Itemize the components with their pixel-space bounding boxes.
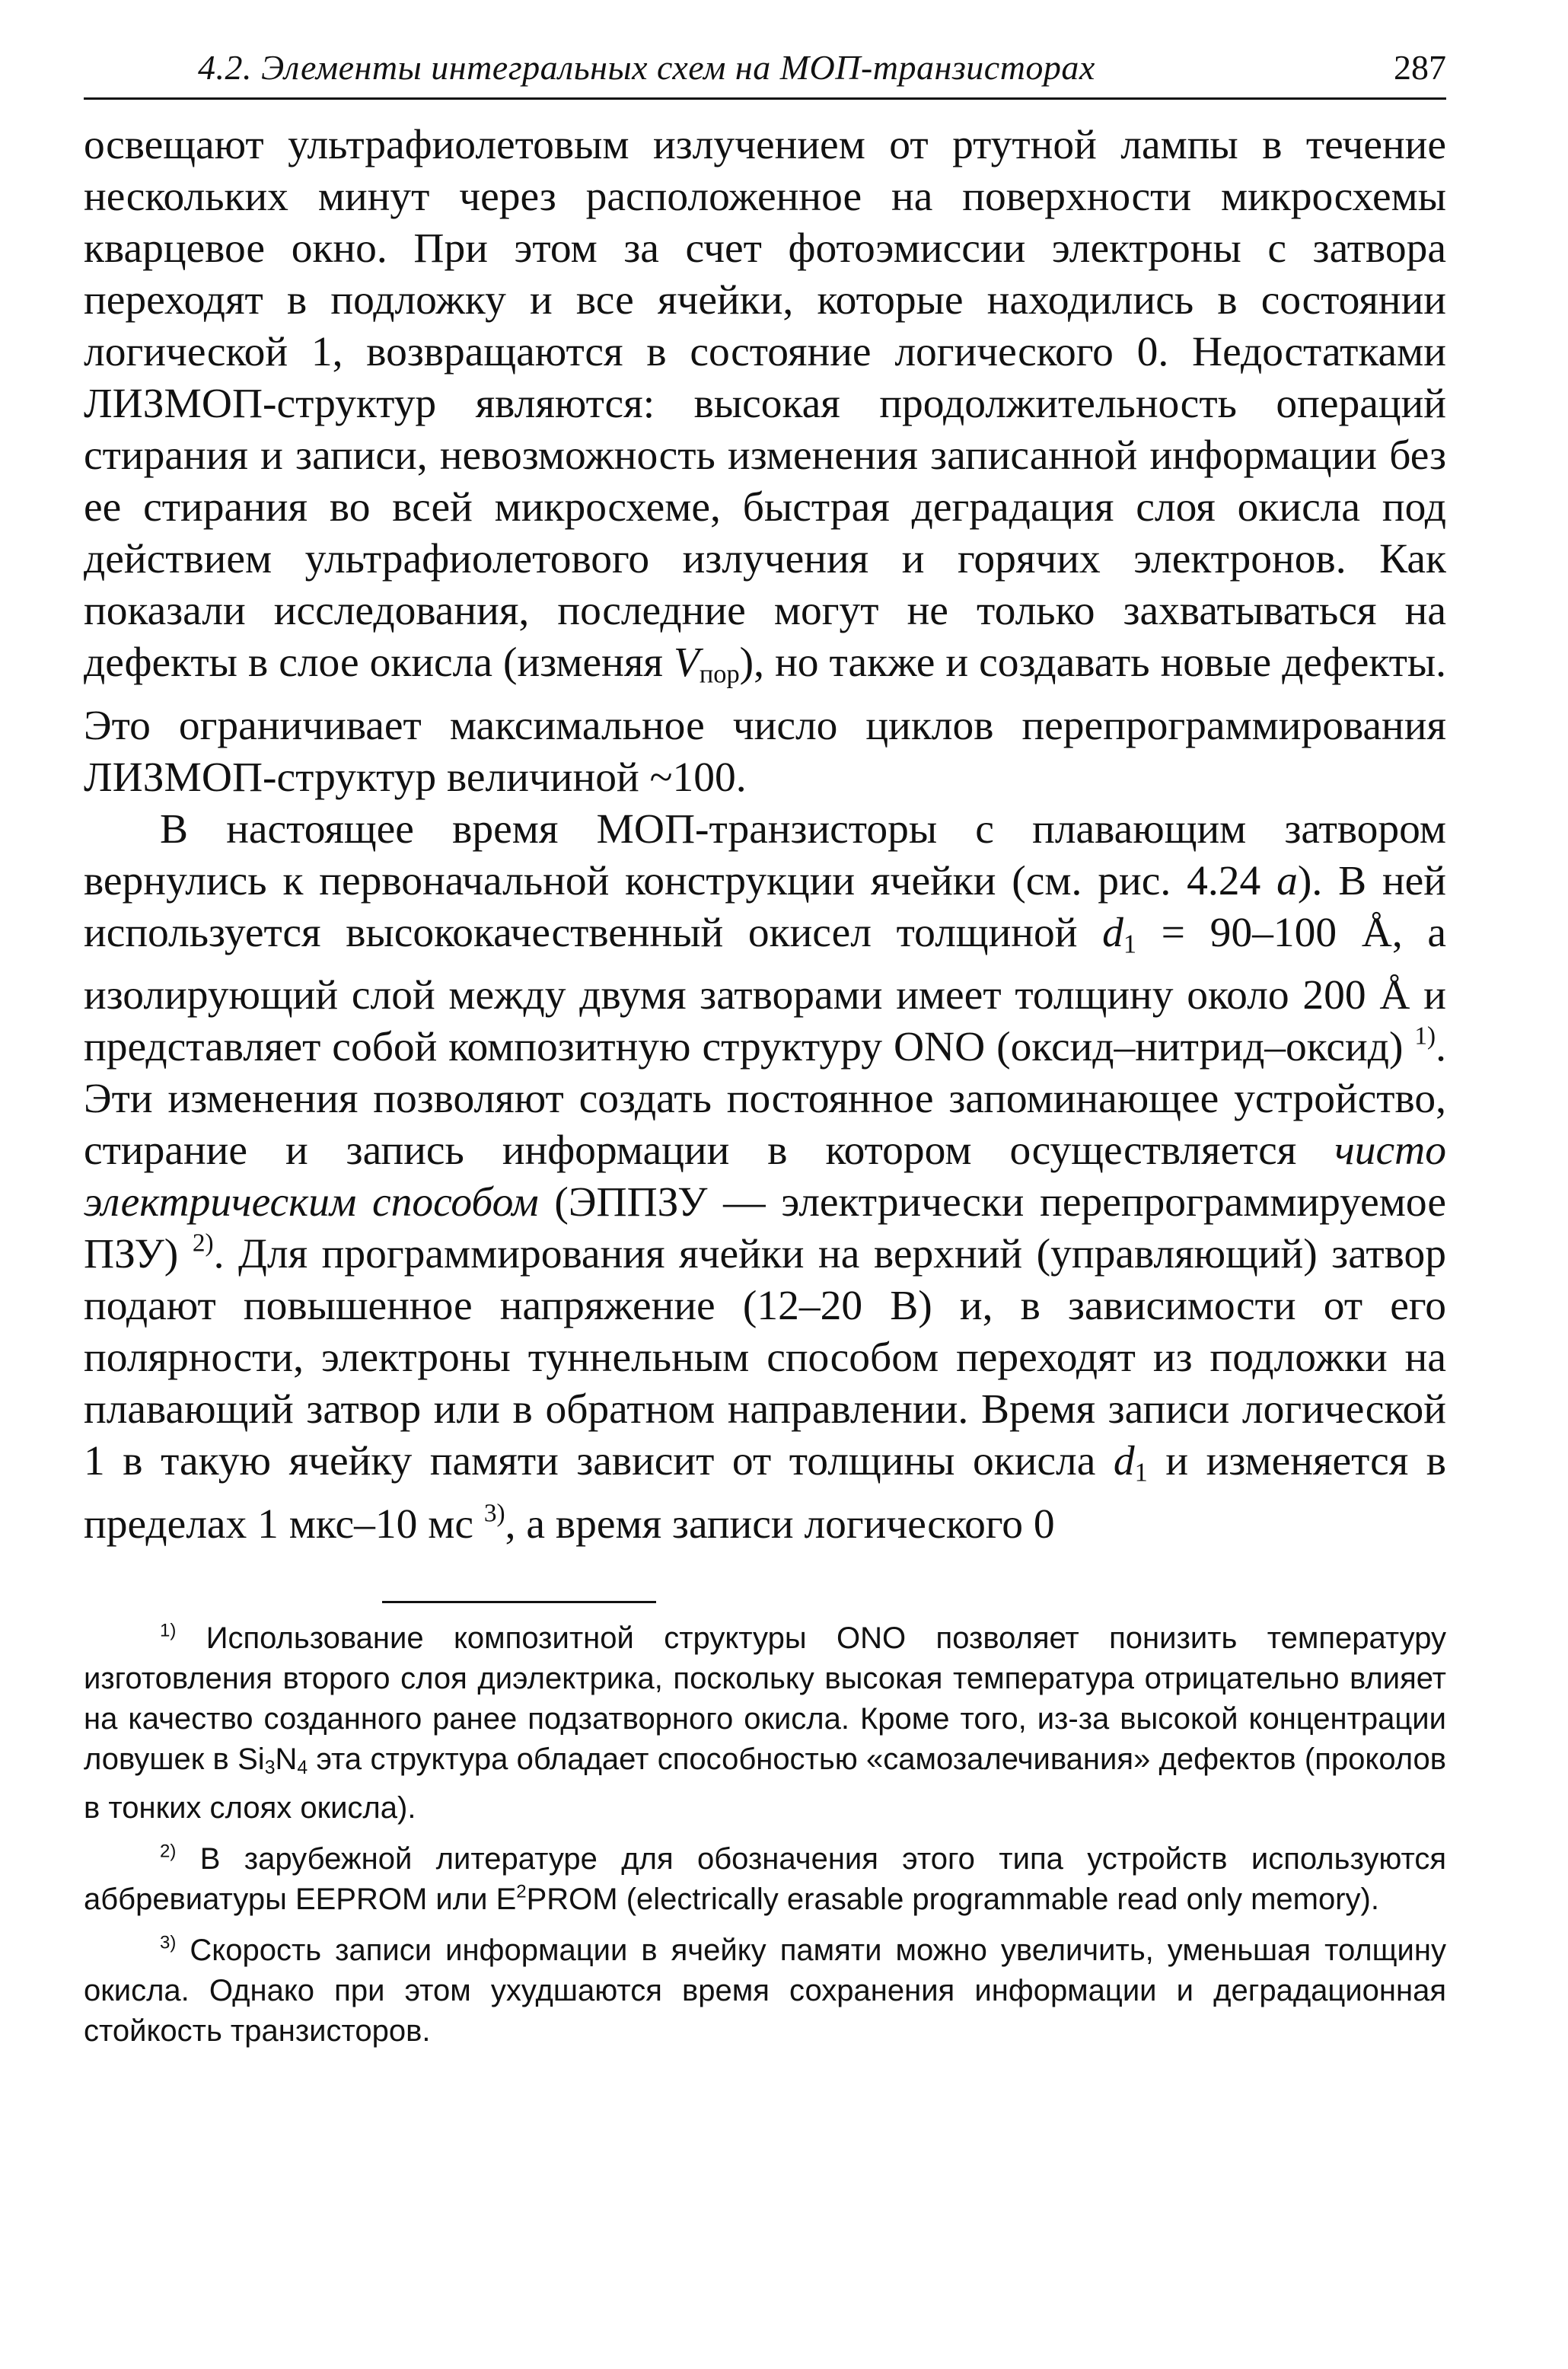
paragraph-2: [84, 804, 1446, 1551]
running-header: [84, 43, 1446, 100]
footnote-2-sup-a: 2: [516, 1881, 527, 1902]
v-threshold-subscript: пор: [699, 659, 740, 689]
footnote-2-text-a: В зарубежной литературе для обозначения этого типа устройств используются аббревиатуры EEPROM или E: [84, 1841, 1446, 1916]
v-threshold-symbol: V: [673, 639, 700, 686]
footnote-1-mark: 1): [160, 1620, 177, 1641]
thickness-symbol-2: d: [1113, 1438, 1135, 1485]
book-page: [84, 43, 1446, 2062]
footnote-ref-3: 3): [483, 1499, 505, 1528]
footnote-1-text-a: Использование композитной структуры ONO позволяет понизить температуру изготовления второго слоя диэлектрика, поскольку высокая температура отрицательно влияет на качество созданного ранее подзатворного окисла. Кроме того, из-за высокой концентрации ловушек в Si: [84, 1621, 1446, 1776]
paragraph-1-text-b: ), но также и создавать новые дефекты. Это ограничивает максимальное число циклов перепрограммирования ЛИЗМОП-структур величиной ~100.: [84, 639, 1446, 801]
footnote-2-mark: 2): [160, 1841, 177, 1862]
paragraph-2-text-d: . Эти изменения позволяют создать постоянное запоминающее устройство, стирание и запись информации в котором осуществляется: [84, 1024, 1446, 1175]
footnote-ref-2: 2): [192, 1229, 214, 1258]
paragraph-2-text-c: = 90–100 Å, а изолирующий слой между двумя затворами имеет толщину около 200 Å и представляет собой композитную структуру ONO (оксид–нитрид–оксид): [84, 909, 1447, 1071]
paragraph-2-text-e: (ЭППЗУ — электрически перепрограммируемое ПЗУ): [84, 1179, 1446, 1278]
main-text: [84, 120, 1446, 1551]
paragraph-2-text-f: . Для программирования ячейки на верхний (управляющий) затвор подают повышенное напряжение (12–20 В) и, в зависимости от его полярности, электроны туннельным способом переходят из подложки на плавающий затвор или в обратном направлении. Время записи логической 1 в такую ячейку памяти зависит от толщины окисла: [84, 1231, 1446, 1485]
footnote-3: [84, 1931, 1446, 2052]
page-number: 287: [1394, 48, 1446, 87]
footnote-3-text: Скорость записи информации в ячейку памяти можно увеличить, уменьшая толщину окисла. Однако при этом ухудшаются время сохранения информации и деградационная стойкость транзисторов.: [84, 1933, 1446, 2048]
paragraph-1-text-a: освещают ультрафиолетовым излучением от ртутной лампы в течение нескольких минут через расположенное на поверхности микросхемы кварцевое окно. При этом за счет фотоэмиссии электроны с затвора переходят в подложку и все ячейки, которые находились в состоянии логической 1, возвращаются в состояние логического 0. Недостатками ЛИЗМОП-структур являются: высокая продолжительность операций стирания и записи, невозможность изменения записанной информации без ее стирания во всей микросхеме, быстрая деградация слоя окисла под действием ультрафиолетового излучения и горячих электронов. Как показали исследования, последние могут не только захватываться на дефекты в слое окисла (изменяя: [84, 122, 1446, 686]
footnote-1-text-c: эта структура обладает способностью «самозалечивания» дефектов (проколов в тонких слоях окисла).: [84, 1742, 1446, 1825]
paragraph-2-text-g: и изменяется в пределах 1 мкс–10 мс: [84, 1438, 1446, 1548]
paragraph-1: [84, 120, 1446, 804]
footnote-3-mark: 3): [160, 1932, 177, 1953]
thickness-symbol: d: [1102, 909, 1123, 956]
footnote-ref-1: 1): [1414, 1022, 1436, 1051]
thickness-subscript: 1: [1123, 929, 1137, 959]
footnote-1: [84, 1618, 1446, 1829]
paragraph-2-text-b: ). В ней используется высококачественный окисел толщиной: [84, 857, 1446, 956]
emphasis-text: чисто электрическим способом: [84, 1127, 1446, 1226]
paragraph-2-text-h: , а время записи логического 0: [505, 1500, 1055, 1548]
footnote-1-text-b: N: [275, 1742, 298, 1776]
footnote-2-text-b: PROM (electrically erasable programmable read only memory).: [526, 1882, 1379, 1916]
footnote-1-sub-a: 3: [264, 1757, 276, 1778]
footnote-1-sub-b: 4: [297, 1757, 308, 1778]
footnote-2: [84, 1839, 1446, 1920]
figure-letter: а: [1276, 857, 1298, 904]
running-title: 4.2. Элементы интегральных схем на МОП-транзисторах: [198, 48, 1095, 87]
footnote-divider: [382, 1601, 656, 1603]
paragraph-2-text-a: В настоящее время МОП-транзисторы с плавающим затвором вернулись к первоначальной конструкции ячейки (см. рис. 4.24: [84, 805, 1446, 904]
thickness-subscript-2: 1: [1134, 1458, 1148, 1487]
footnotes: [84, 1618, 1446, 2052]
